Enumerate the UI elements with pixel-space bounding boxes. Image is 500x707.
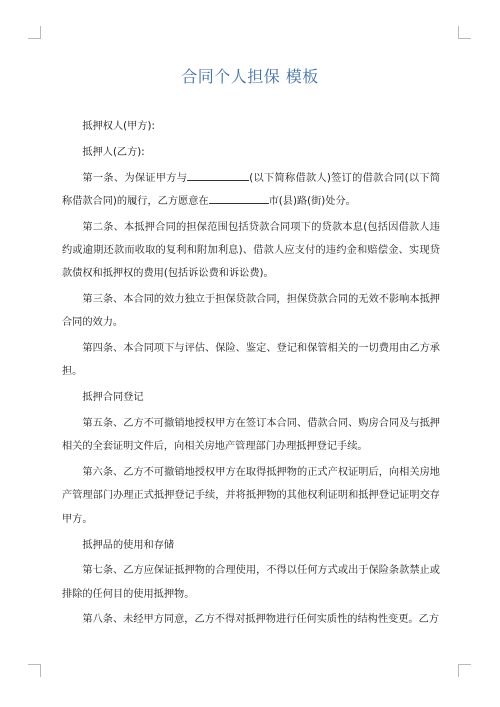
crop-mark-top-right — [458, 26, 471, 39]
document-title: 合同个人担保 模板 — [181, 67, 319, 86]
section-heading-registration: 抵押合同登记 — [82, 392, 144, 404]
article-1-text-c: 市(县)路(街)处分。 — [268, 195, 356, 207]
paragraph-article-8: 第八条、未经甲方同意，乙方不得对抵押物进行任何实质性的结构性变更。乙方 — [82, 614, 439, 626]
paragraph-mortgagor: 抵押人(乙方): — [82, 146, 145, 158]
document-body — [62, 115, 440, 634]
crop-mark-bottom-left — [28, 664, 41, 677]
article-1-text-b: (以下简称借款人)签订的借款合同(以下简称借款合同)的履行，乙方愿意在 — [62, 172, 441, 207]
paragraph-article-3: 第三条、本合同的效力独立于担保贷款合同，担保贷款合同的无效不影响本抵押合同的效力。 — [62, 294, 440, 329]
paragraph-article-5: 第五条、乙方不可撤销地授权甲方在签订本合同、借款合同、购房合同及与抵押相关的全套证明文件后，向相关房地产管理部门办理抵押登记手续。 — [62, 418, 440, 453]
paragraph-article-2: 第二条、本抵押合同的担保范围包括贷款合同项下的贷款本息(包括因借款人违约或逾期还款而收取的复利和附加利息)、借款人应支付的违约金和赔偿金、实现贷款债权和抵押权的费用(包括诉讼费和诉讼费)。 — [62, 221, 440, 280]
crop-mark-bottom-right — [458, 664, 471, 677]
paragraph-article-1 — [62, 167, 440, 214]
paragraph-article-6: 第六条、乙方不可撤销地授权甲方在取得抵押物的正式产权证明后，向相关房地产管理部门办理正式抵押登记手续，并将抵押物的其他权利证明和抵押登记证明交存甲方。 — [62, 467, 440, 525]
article-1-text-a: 第一条、为保证甲方与 — [82, 172, 188, 184]
paragraph-mortgagee: 抵押权人(甲方): — [82, 121, 155, 132]
paragraph-article-7: 第七条、乙方应保证抵押物的合理使用，不得以任何方式或出于保险条款禁止或排除的任何目的使用抵押物。 — [62, 565, 440, 600]
fill-blank-borrower[interactable] — [187, 169, 249, 181]
crop-mark-top-left — [28, 26, 41, 39]
fill-blank-city[interactable] — [209, 192, 269, 204]
section-heading-usage-storage: 抵押品的使用和存储 — [82, 539, 175, 551]
paragraph-article-4: 第四条、本合同项下与评估、保险、鉴定、登记和保管相关的一切费用由乙方承担。 — [62, 343, 440, 378]
